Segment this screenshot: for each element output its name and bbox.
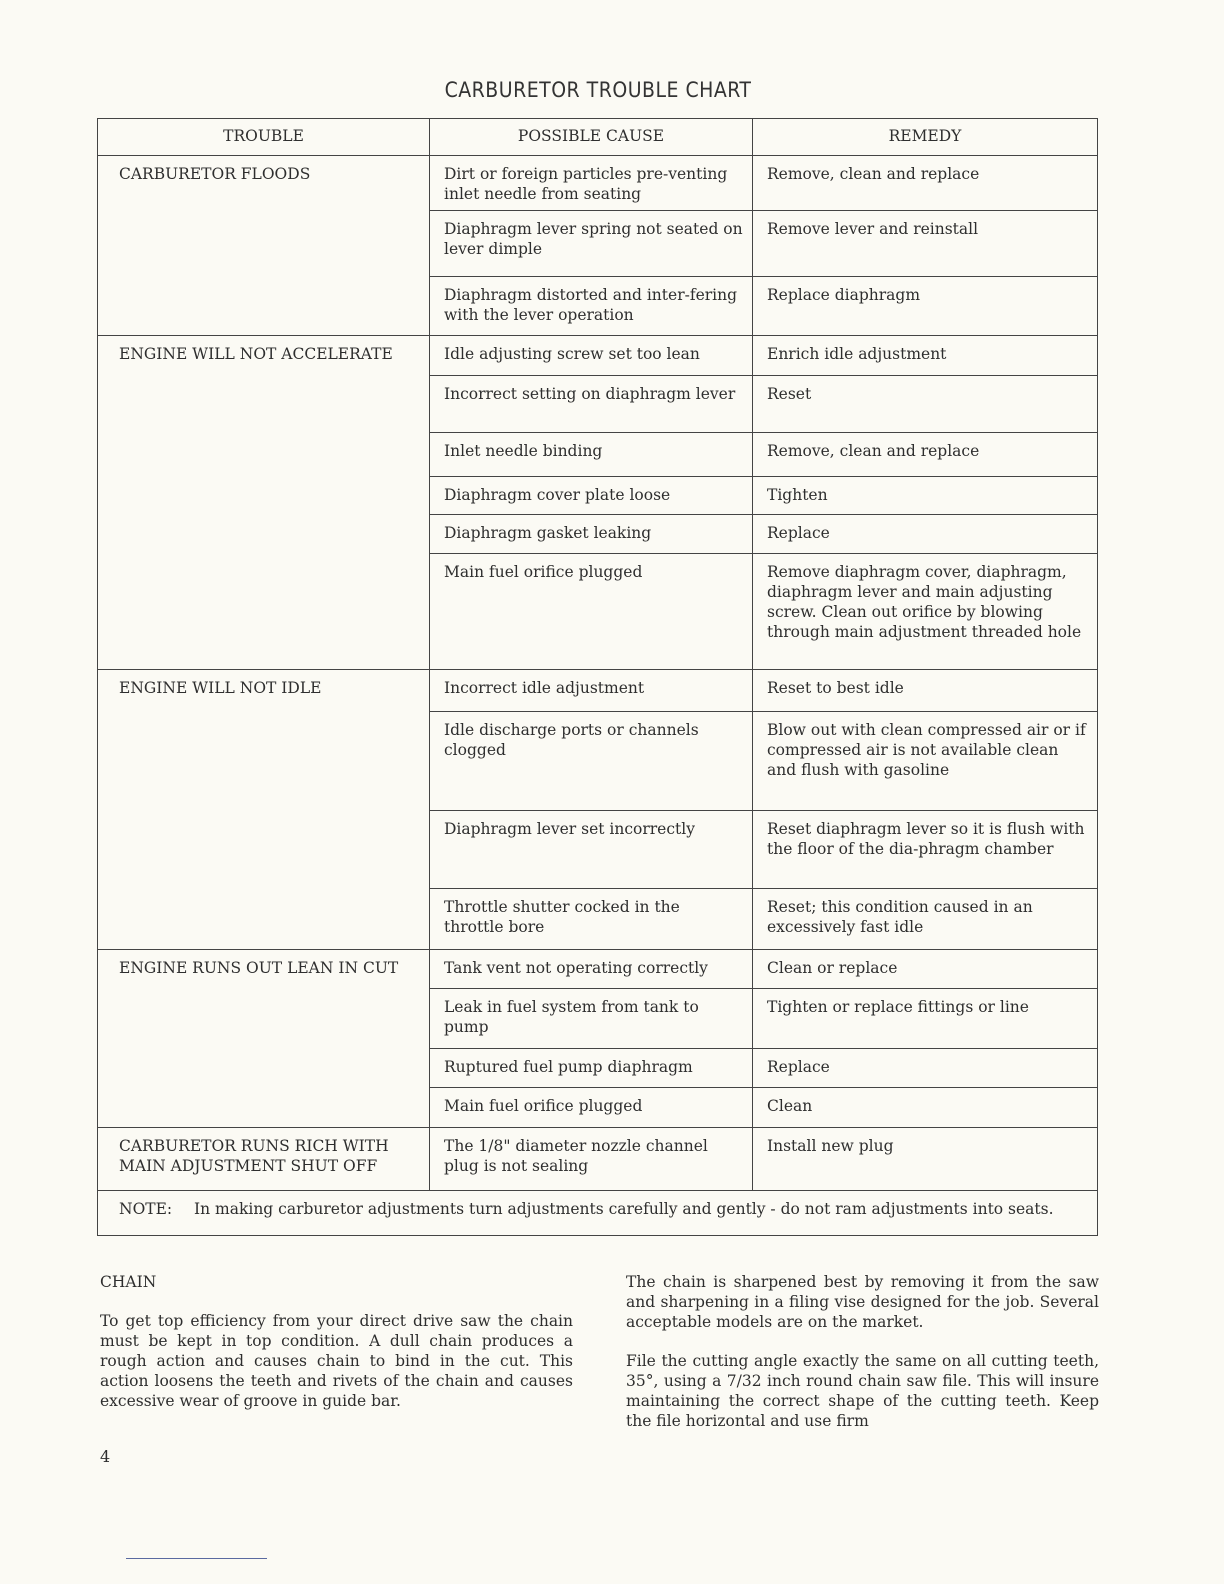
note-text: In making carburetor adjustments turn adjustments carefully and gently - do not ram adjustments into seats. [194,1200,1054,1218]
paragraph: To get top efficiency from your direct drive saw the chain must be kept in top condition. A dull chain produces a rough action and causes chain to bind in the cut. This action loosens the teeth and rivets of the chain and causes excessive wear of groove in guide bar. [100,1312,573,1410]
remedy-cell: Remove lever and reinstall [753,211,1098,277]
remedy-cell: Tighten or replace fittings or line [753,989,1098,1049]
header-remedy: REMEDY [753,119,1098,156]
cause-cell: Throttle shutter cocked in the throttle bore [430,889,753,950]
cause-cell: Main fuel orifice plugged [430,554,753,670]
remedy-cell: Tighten [753,477,1098,515]
cause-cell: Tank vent not operating correctly [430,950,753,989]
header-trouble: TROUBLE [98,119,430,156]
table-header-row [98,119,1098,156]
table-row [98,156,1098,211]
trouble-cell: CARBURETOR FLOODS [98,156,430,336]
cause-cell: Diaphragm lever spring not seated on lever dimple [430,211,753,277]
page-number: 4 [100,1447,111,1466]
remedy-cell: Replace diaphragm [753,277,1098,336]
cause-cell: Leak in fuel system from tank to pump [430,989,753,1049]
note-cell [98,1191,1098,1236]
remedy-cell: Remove, clean and replace [753,433,1098,477]
left-column [100,1272,573,1430]
table-row [98,1128,1098,1191]
trouble-cell: ENGINE WILL NOT ACCELERATE [98,336,430,670]
remedy-cell: Blow out with clean compressed air or if compressed air is not available clean and flush with gasoline [753,712,1098,811]
cause-cell: Diaphragm cover plate loose [430,477,753,515]
table-row [98,336,1098,376]
cause-cell: Ruptured fuel pump diaphragm [430,1049,753,1088]
remedy-cell: Remove, clean and replace [753,156,1098,211]
cause-cell: Diaphragm gasket leaking [430,515,753,554]
remedy-cell: Reset to best idle [753,670,1098,712]
cause-cell: Incorrect setting on diaphragm lever [430,376,753,433]
remedy-cell: Enrich idle adjustment [753,336,1098,376]
remedy-cell: Clean or replace [753,950,1098,989]
right-column [626,1272,1099,1450]
paragraph: The chain is sharpened best by removing it from the saw and sharpening in a filing vise designed for the job. Several acceptable models are on the market. [626,1273,1099,1331]
remedy-cell: Reset diaphragm lever so it is flush with the floor of the dia-phragm chamber [753,811,1098,889]
cause-cell: The 1/8" diameter nozzle channel plug is not sealing [430,1128,753,1191]
trouble-cell: ENGINE RUNS OUT LEAN IN CUT [98,950,430,1128]
trouble-cell: CARBURETOR RUNS RICH WITH MAIN ADJUSTMENT SHUT OFF [98,1128,430,1191]
remedy-cell: Reset [753,376,1098,433]
cause-cell: Main fuel orifice plugged [430,1088,753,1128]
note-label: NOTE: [119,1200,173,1218]
cause-cell: Diaphragm distorted and inter-fering with the lever operation [430,277,753,336]
remedy-cell: Clean [753,1088,1098,1128]
table-row [98,670,1098,712]
trouble-chart-table [97,118,1098,1236]
trouble-cell: ENGINE WILL NOT IDLE [98,670,430,950]
note-row [98,1191,1098,1236]
page-title: CARBURETOR TROUBLE CHART [444,78,752,102]
remedy-cell: Remove diaphragm cover, diaphragm, diaphragm lever and main adjusting screw. Clean out orifice by blowing through main adjustment threaded hole [753,554,1098,670]
remedy-cell: Install new plug [753,1128,1098,1191]
cause-cell: Diaphragm lever set incorrectly [430,811,753,889]
section-heading-chain: CHAIN [100,1273,157,1291]
remedy-cell: Replace [753,515,1098,554]
cause-cell: Idle adjusting screw set too lean [430,336,753,376]
cause-cell: Incorrect idle adjustment [430,670,753,712]
paragraph: File the cutting angle exactly the same on all cutting teeth, 35°, using a 7/32 inch round chain saw file. This will insure maintaining the correct shape of the cutting teeth. Keep the file horizontal and use firm [626,1352,1099,1430]
remedy-cell: Replace [753,1049,1098,1088]
cause-cell: Inlet needle binding [430,433,753,477]
remedy-cell: Reset; this condition caused in an excessively fast idle [753,889,1098,950]
table-row [98,950,1098,989]
header-cause: POSSIBLE CAUSE [430,119,753,156]
scan-edge-line [126,1558,267,1559]
cause-cell: Dirt or foreign particles pre-venting inlet needle from seating [430,156,753,211]
cause-cell: Idle discharge ports or channels clogged [430,712,753,811]
